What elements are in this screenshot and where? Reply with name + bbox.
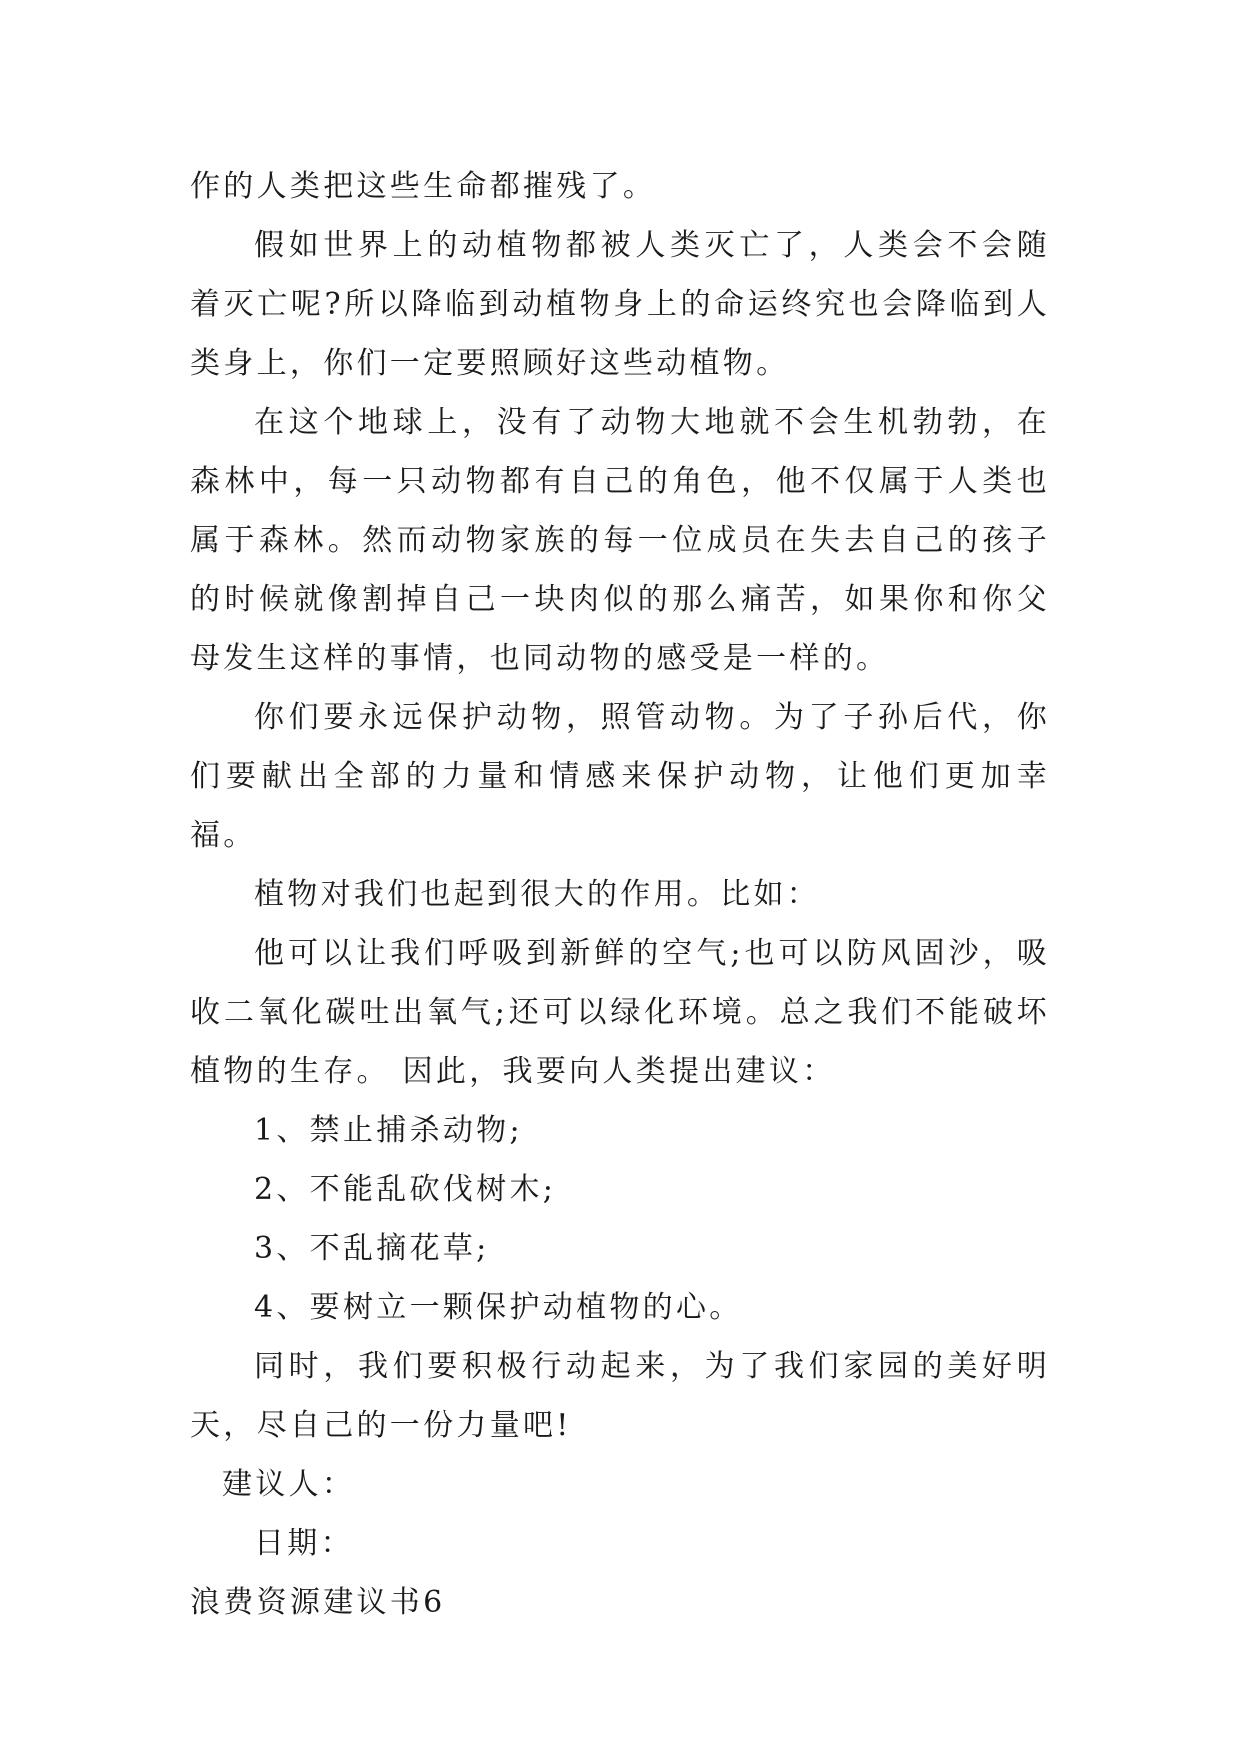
- date-label: 日期：: [254, 1526, 354, 1561]
- list-item: 1、禁止捕杀动物;: [254, 1113, 523, 1148]
- paragraph: 在这个地球上，没有了动物大地就不会生机勃勃，在森林中，每一只动物都有自己的角色，他不仅属于人类也属于森林。然而动物家族的每一位成员在失去自己的孩子的时候就像割掉自己一块肉似的那么痛苦，如果你和你父母发生这样的事情，也同动物的感受是一样的。: [190, 405, 1050, 676]
- list-item: 3、不乱摘花草;: [254, 1231, 490, 1266]
- next-section-title: 浪费资源建议书6: [190, 1585, 446, 1620]
- list-item: 2、不能乱砍伐树木;: [254, 1172, 557, 1207]
- paragraph: 他可以让我们呼吸到新鲜的空气;也可以防风固沙，吸收二氧化碳吐出氧气;还可以绿化环境。总之我们不能破坏植物的生存。 因此，我要向人类提出建议：: [190, 936, 1050, 1089]
- paragraph: 植物对我们也起到很大的作用。比如：: [254, 877, 821, 912]
- paragraph: 假如世界上的动植物都被人类灭亡了，人类会不会随着灭亡呢?所以降临到动植物身上的命运终究也会降临到人类身上，你们一定要照顾好这些动植物。: [190, 228, 1050, 381]
- proposer-label: 建议人：: [222, 1467, 356, 1502]
- paragraph: 作的人类把这些生命都摧残了。: [190, 169, 657, 204]
- paragraph: 同时，我们要积极行动起来，为了我们家园的美好明天，尽自己的一份力量吧!: [190, 1349, 1050, 1443]
- paragraph: 你们要永远保护动物，照管动物。为了子孙后代，你们要献出全部的力量和情感来保护动物，让他们更加幸福。: [190, 700, 1050, 853]
- list-item: 4、要树立一颗保护动植物的心。: [254, 1290, 743, 1325]
- document-body: [190, 157, 1050, 1632]
